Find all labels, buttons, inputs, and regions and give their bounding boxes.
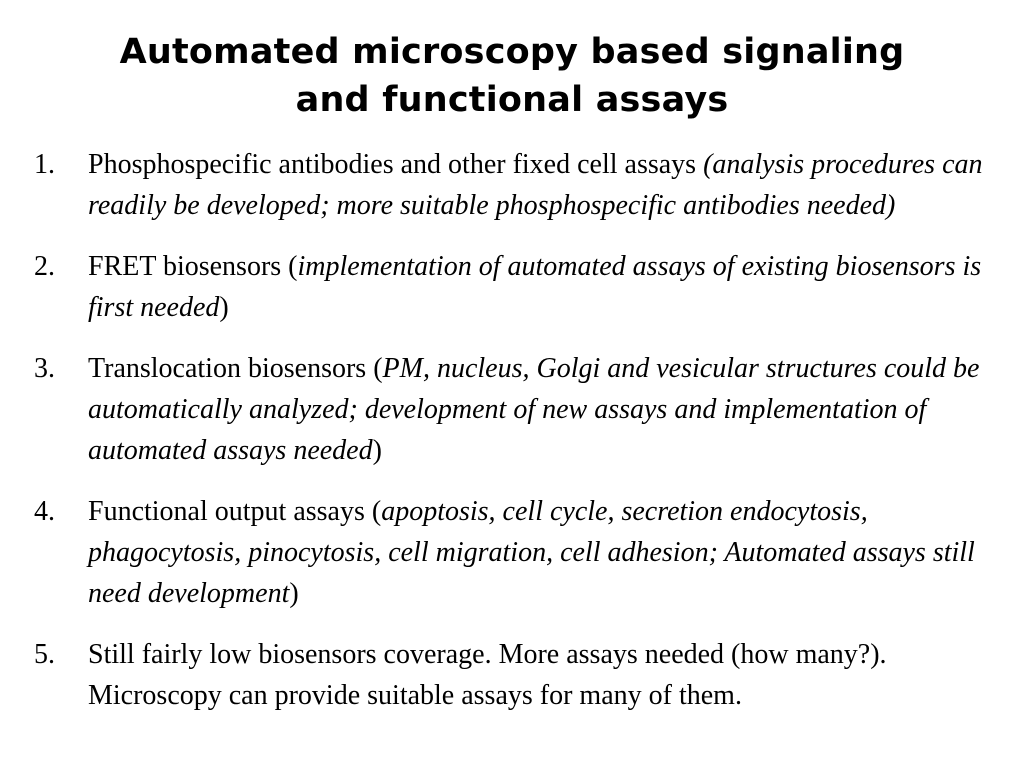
item-note: implementation of automated assays of existing biosensors is first needed xyxy=(88,251,982,323)
list-item-1 xyxy=(34,144,1009,226)
item-open-paren: ( xyxy=(373,353,383,384)
item-number: 4. xyxy=(34,496,55,527)
list-item-5 xyxy=(34,634,1009,716)
item-number: 5. xyxy=(34,639,55,670)
item-text: FRET biosensors xyxy=(88,251,289,282)
item-number: 2. xyxy=(34,251,55,282)
list-item-4 xyxy=(34,491,1009,614)
item-close-paren: ) xyxy=(372,435,382,466)
item-text: Phosphospecific antibodies and other fixed cell assays xyxy=(88,149,704,180)
item-close-paren: ) xyxy=(289,578,299,609)
item-number: 3. xyxy=(34,353,55,384)
list-item-2 xyxy=(34,246,1009,328)
item-note: PM, nucleus, Golgi and vesicular structures could be automatically analyzed; development of new assays and implementation of automated assays needed xyxy=(88,353,980,466)
slide-title xyxy=(0,28,1024,124)
item-text: Functional output assays xyxy=(88,496,372,527)
item-close-paren: ) xyxy=(219,292,229,323)
item-number: 1. xyxy=(34,149,55,180)
title-line-1: Automated microscopy based signaling xyxy=(119,32,905,72)
item-open-paren: ( xyxy=(371,496,382,527)
item-note: apoptosis, cell cycle, secretion endocytosis, phagocytosis, pinocytosis, cell migration, cell adhesion; Automated assays still need development xyxy=(88,496,975,609)
item-open-paren: ( xyxy=(288,251,298,282)
item-text: Translocation biosensors xyxy=(88,353,374,384)
title-line-2: and functional assays xyxy=(295,80,729,120)
item-note: (analysis procedures can readily be developed; more suitable phosphospecific antibodies needed) xyxy=(88,149,983,221)
item-text: Still fairly low biosensors coverage. More assays needed (how many?). Microscopy can provide suitable assays for many of them. xyxy=(88,639,887,711)
list-item-3 xyxy=(34,348,1009,471)
assay-list xyxy=(34,144,1009,716)
